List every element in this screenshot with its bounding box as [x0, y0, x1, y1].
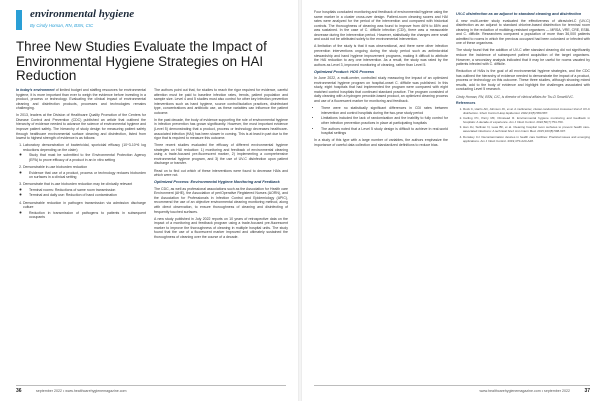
- footer-meta: www.healthcarehygienemagazine.com • september 2022: [479, 389, 570, 393]
- paragraph: The authors point out that, for studies to reach the rigor required for evidence, careful attention must be paid to baseline infection rates, trends, patient population and sample size. Level 4 and 5 studies must also control for other key infection prevention interventions such as hand hygiene, source control/isolation practices, disinfectant type, concentrations and antibiotic use, as these variables can influence the patient outcome.: [154, 88, 288, 115]
- subheading: UV-C disinfection as an adjunct to standard cleaning and disinfection: [456, 12, 582, 16]
- footer-rule: [314, 385, 590, 386]
- list-item: ◦ Terminal rooms: Reductions of same room transmission: [29, 188, 146, 193]
- findings-list: [314, 106, 448, 135]
- paragraph: In June 2022, a multi-center, controlled study measuring the impact of an optimized environmental hygiene program on hospital-onset C. difficile was published. In this study, eight hospitals that had implemented the program were compared with eight matched control hospitals that continued standard practice. The program consisted of daily cleaning with a hydrogen peroxide-based product, an optimized cleaning process and use of a fluorescent marker for monitoring and feedback.: [314, 76, 448, 104]
- right-column-1: [314, 10, 448, 150]
- headline: Three New Studies Evaluate the Impact of Environmental Hygiene Strategies on HAI Reduction: [16, 39, 267, 84]
- list-item: ◦ Terminal and daily use: Reduction of hand contamination: [29, 193, 146, 198]
- byline: By Cindy Homan, RN, BSN, CIC: [30, 23, 94, 28]
- reference-item: 4. Donskey CJ. Decontamination devices in health care facilities: Practical issues and emerging applications. Am J Infect Control. 2019;47S:A23-A28.: [463, 136, 590, 144]
- footer-rule: [16, 385, 286, 386]
- references-title: References: [456, 101, 476, 106]
- list-item: 2. Demonstrable in-use bioburden reduction ◦ Evidence that use of a product, process or technology reduces bioburden on surfaces in a clinical setting: [23, 165, 146, 180]
- intro-paragraph: In today's environment of limited budget and staffing resources for environmental hygiene, it is more important than ever to weigh the evidence before investing in a product, process or technology. Evaluating the clinical impact of environmental cleaning and disinfection products, processes and technologies remains challenging.: [16, 88, 146, 111]
- list-item: • Limitations included the lack of randomization and the inability to fully control for other infection prevention practices in place at participating hospitals: [321, 116, 448, 125]
- paragraph: Reduction of HAIs is the goal of all environmental hygiene strategies, and the CDC has outlined the hierarchy of evidence needed to demonstrate the impact of a product, process or technology on this outcome. These three studies, although showing mixed results, add to the body of evidence and highlight the challenges associated with conducting Level 5 research.: [456, 69, 590, 92]
- left-column-1: [16, 88, 146, 222]
- author-bio: Cindy Homan, RN, BSN, CIC, is director of clinical affairs for Tru-D SmartUVC.: [456, 94, 574, 99]
- paragraph: Four hospitals conducted monitoring and feedback of environmental hygiene using the same marker in a cluster cross-over design. Patient-room cleaning scores and HAI rates were analyzed for the period of the intervention and compared with historical controls. The thoroughness of cleaning was found to improve from 46% to 85% and was sustained. In the case of C. difficile infection (CDI), there was a measurable decrease during the intervention period. However, statistically the changes were small and could not be attributed solely to the environmental intervention.: [314, 10, 448, 42]
- paragraph: In a study of this type with a large number of variables, the authors emphasize the importance of careful data collection and standardized definitions to reduce bias.: [314, 138, 448, 147]
- paragraph: In the past decade, the body of evidence supporting the role of environmental hygiene in infection prevention has grown significantly. However, the most important evidence (Level 5) demonstrating that a product, process or technology decreases healthcare-associated infection (HAI) has been slower in coming. This is at least in part due to the rigor that is required to measure this outcome.: [154, 117, 288, 141]
- paragraph: Three recent studies evaluated the efficacy of different environmental hygiene strategies on HAI reduction: 1) monitoring and feedback of environmental cleaning using a trade-focused pre-fluorescent marker, 2) implementing a comprehensive environmental hygiene program, and 3) the use of UV-C disinfection upon patient discharge or transfer.: [154, 143, 288, 166]
- reference-item: 2. Carling PC, Parry MF, Olmstead R. Environmental hygiene monitoring and feedback in hospitals: A decade of experience. Am J Infect Control. 2022;50(7):754-760.: [463, 117, 590, 125]
- list-item: ◦ Study that must be submitted to the Environmental Protection Agency (EPA) to prove efficacy of a product in an in vitro setting: [29, 153, 146, 162]
- reference-item: 3. Han JH, Sullivan N, Leas BF, et al. Cleaning hospital room surfaces to prevent health care-associated infections: A technical brief. Ann Intern Med. 2015;163(8):598-607.: [463, 126, 590, 134]
- list-item: 3. Demonstrate that in-use bioburden reduction may be clinically relevant ◦ Terminal rooms: Reductions of same room transmission ◦ Terminal and daily use: Reduction of hand contamination: [23, 182, 146, 198]
- list-item: 1. Laboratory demonstration of bactericidal, sporicidal efficacy (10^3-10^6 log reductions depending on the claim) ◦ Study that must be submitted to the Environmental Protection Agency (EPA) to prove efficacy of a product in an in vitro setting: [23, 143, 146, 162]
- lead-in: In today's environment: [16, 88, 55, 92]
- list-item: • There were no statistically significant differences in CDI rates between intervention and control hospitals during the two-year study period: [321, 106, 448, 115]
- references: [456, 102, 590, 143]
- paragraph: Read on to find out which of these interventions were found to decrease HAIs and which were not.: [154, 168, 288, 178]
- list-item: 4. Demonstrable reduction in pathogen transmission via admission discharge culture ◦ Reduction in transmission of pathogens to patients in subsequent occupants: [23, 201, 146, 220]
- left-column-2: [154, 88, 288, 242]
- paragraph: A new multi-center study evaluated the effectiveness of ultraviolet-C (UV-C) disinfection as an adjunct to standard chlorine-based disinfection for terminal room cleaning in the reduction of multidrug-resistant organisms — MRSA, VRE, CRE, ESBL and C. difficile. Researchers compared a population of more than 36,000 patients admitted to rooms in which the previous occupant had been colonized or infected with one of these organisms.: [456, 18, 590, 46]
- paragraph: The CDC, as well as professional associations such as the Association for Health care Environment (AHE), the Association of periOperative Registered Nurses (AORN), and the Association for Professionals in Infection Control and Epidemiology (APIC), recommend the use of an objective environmental cleaning monitoring method, along with direct observation, to ensure thoroughness of cleaning and disinfecting of frequently touched surfaces.: [154, 186, 288, 214]
- footer-meta: september 2022 • www.healthcarehygienemagazine.com: [36, 389, 127, 393]
- evidence-hierarchy-list: [16, 143, 146, 220]
- section-accent-bar: [16, 10, 22, 30]
- list-item: ◦ Reduction in transmission of pathogens to patients in subsequent occupants: [29, 211, 146, 220]
- article-header: [16, 8, 286, 34]
- list-item: ◦ Evidence that use of a product, process or technology reduces bioburden on surfaces in a clinical setting: [29, 171, 146, 180]
- page-number: 36: [16, 388, 22, 394]
- paragraph: A new study published in July 2022 reports on 10 years of retrospective data on the impact of a monitoring and feedback program using a trade-focused pre-fluorescent marker to improve the thoroughness of cleaning in multiple hospital units. The study found that the use of a fluorescent marker improved and ultimately sustained the thoroughness of cleaning over the course of a decade.: [154, 216, 288, 239]
- left-page: [0, 0, 298, 401]
- subheading: Optimized Product: HOS Process: [314, 69, 375, 74]
- paragraph: A limitation of the study is that it was observational, and there were other infection prevention interventions ongoing during the study period such as antimicrobial stewardship and hand hygiene improvement programs, making it difficult to attribute the HAI reduction to any one intervention. As a result, the study was rated by the authors as Level 3, improved monitoring of cleaning, rather than Level 5.: [314, 44, 448, 67]
- paragraph: In 2013, leaders at the Division of Healthcare Quality Promotion of the Centers for Disease Control and Prevention (CDC) published an article that outlined the hierarchy of evidence needed to advance the science of environmental hygiene and improve patient safety. The hierarchy of study design for measuring patient safety through healthcare environmental surface cleaning and disinfection, listed from lowest to highest strength of evidence is as follows:: [16, 113, 146, 141]
- page-number: 37: [584, 388, 590, 394]
- right-column-2: [456, 10, 590, 146]
- subheading: Optimized Process: Environmental Hygiene Monitoring and Feedback: [154, 180, 280, 185]
- paragraph: The study found that the addition of UV-C after standard cleaning did not significantly reduce the incidence of subsequent patient acquisition of the target organisms. However, a secondary analysis indicated that it may be useful for rooms vacated by patients infected with C. difficile.: [456, 48, 590, 67]
- list-item: • The authors noted that a Level 5 study design is difficult to achieve in real-world hospital settings: [321, 127, 448, 136]
- reference-item: 1. Rock C, Harris AD, Johnson JK, et al. A multicenter, cluster-randomized crossover trial of UV-C disinfection. Infect Control Hosp Epidemiol. 2022;43(5):580-587.: [463, 108, 590, 116]
- section-title: environmental hygiene: [30, 8, 135, 20]
